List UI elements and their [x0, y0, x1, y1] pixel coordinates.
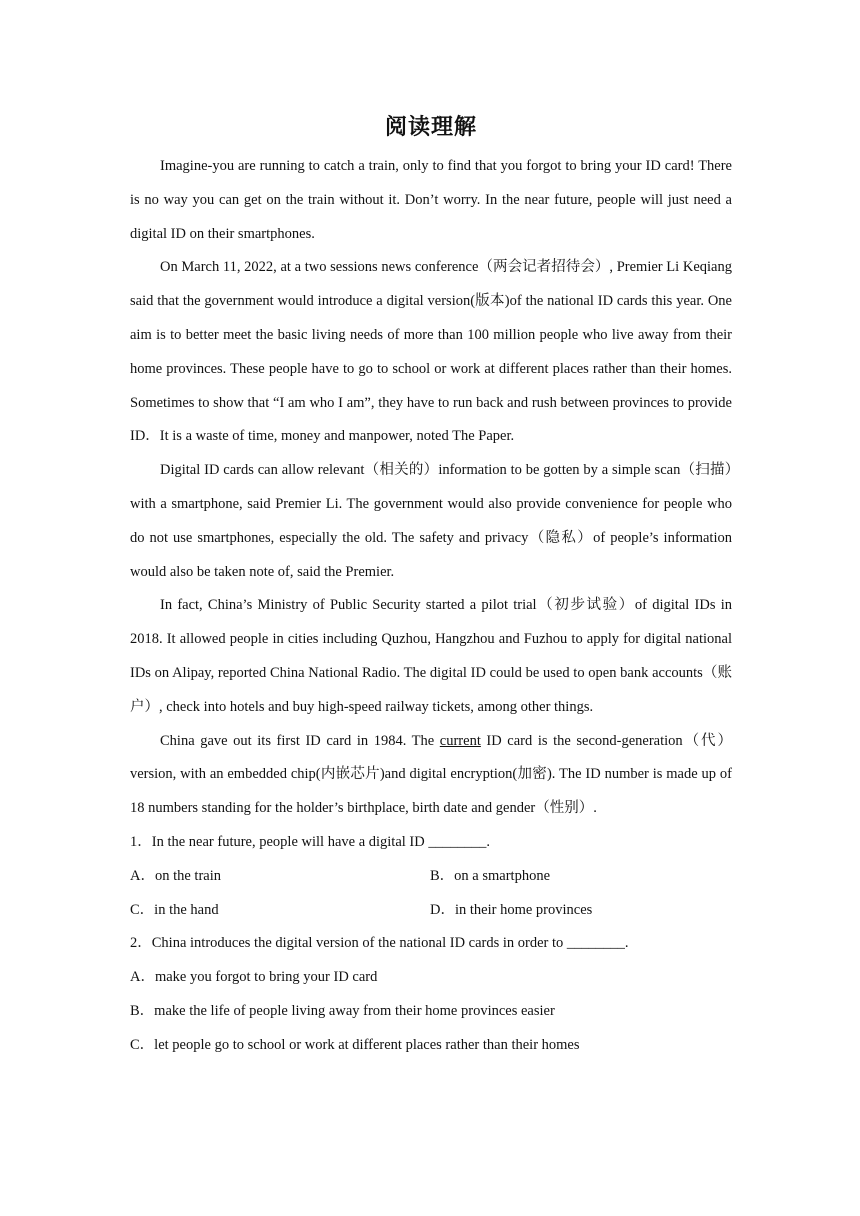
- question-1-options: [130, 860, 732, 928]
- underlined-word-current: current: [439, 732, 481, 749]
- paragraph-5-before: China gave out its first ID card in 1984. The: [160, 732, 440, 749]
- question-1-option-c[interactable]: C．in the hand: [130, 901, 219, 918]
- paragraph-5: [130, 725, 732, 826]
- paragraph-1: Imagine-you are running to catch a train, only to find that you forgot to bring your ID card! There is no way you can get on the train without it. Don’t worry. In the near future, people will just need a digital ID on their smartphones.: [130, 158, 732, 242]
- question-1-option-b[interactable]: B．on a smartphone: [430, 867, 551, 884]
- document-page: [130, 108, 732, 1063]
- paragraph-4: In fact, China’s Ministry of Public Security started a pilot trial（初步试验）of digital IDs in 2018. It allowed people in cities including Quzhou, Hangzhou and Fuzhou to apply for digital national IDs on Alipay, reported China National Radio. The digital ID could be used to open bank accounts（账户）, check into hotels and buy high-speed railway tickets, among other things.: [130, 597, 732, 715]
- question-1-option-a[interactable]: A．on the train: [130, 867, 222, 884]
- paragraph-2: On March 11, 2022, at a two sessions news conference（两会记者招待会）, Premier Li Keqiang said that the government would introduce a digital version(版本)of the national ID cards this year. One aim is to better meet the basic living needs of more than 100 million people who live away from their home provinces. These people have to go to school or work at different places rather than their homes. Sometimes to show that “I am who I am”, they have to run back and rush between provinces to provide ID．It is a waste of time, money and manpower, noted The Paper.: [130, 259, 732, 445]
- question-2-options: [130, 961, 732, 1062]
- paragraph-5-after: ID card is the second-generation（代）version, with an embedded chip(内嵌芯片)and digital encryption(加密). The ID number is made up of 18 numbers standing for the holder’s birthplace, birth date and gender（性别）.: [130, 732, 733, 817]
- question-1-stem: 1．In the near future, people will have a digital ID ________.: [130, 833, 490, 850]
- question-2-option-c[interactable]: C．let people go to school or work at different places rather than their homes: [130, 1036, 580, 1053]
- question-2-option-a[interactable]: A．make you forgot to bring your ID card: [130, 969, 378, 986]
- question-1-option-d[interactable]: D．in their home provinces: [430, 901, 593, 918]
- page-title: 阅读理解: [384, 114, 477, 140]
- question-2-stem: 2．China introduces the digital version of the national ID cards in order to ________.: [130, 935, 629, 952]
- question-2-option-b[interactable]: B．make the life of people living away from their home provinces easier: [130, 1002, 555, 1019]
- paragraph-3: Digital ID cards can allow relevant（相关的）information to be gotten by a simple scan（扫描）with a smartphone, said Premier Li. The government would also provide convenience for people who do not use smartphones, especially the old. The safety and privacy（隐私）of people’s information would also be taken note of, said the Premier.: [130, 462, 732, 580]
